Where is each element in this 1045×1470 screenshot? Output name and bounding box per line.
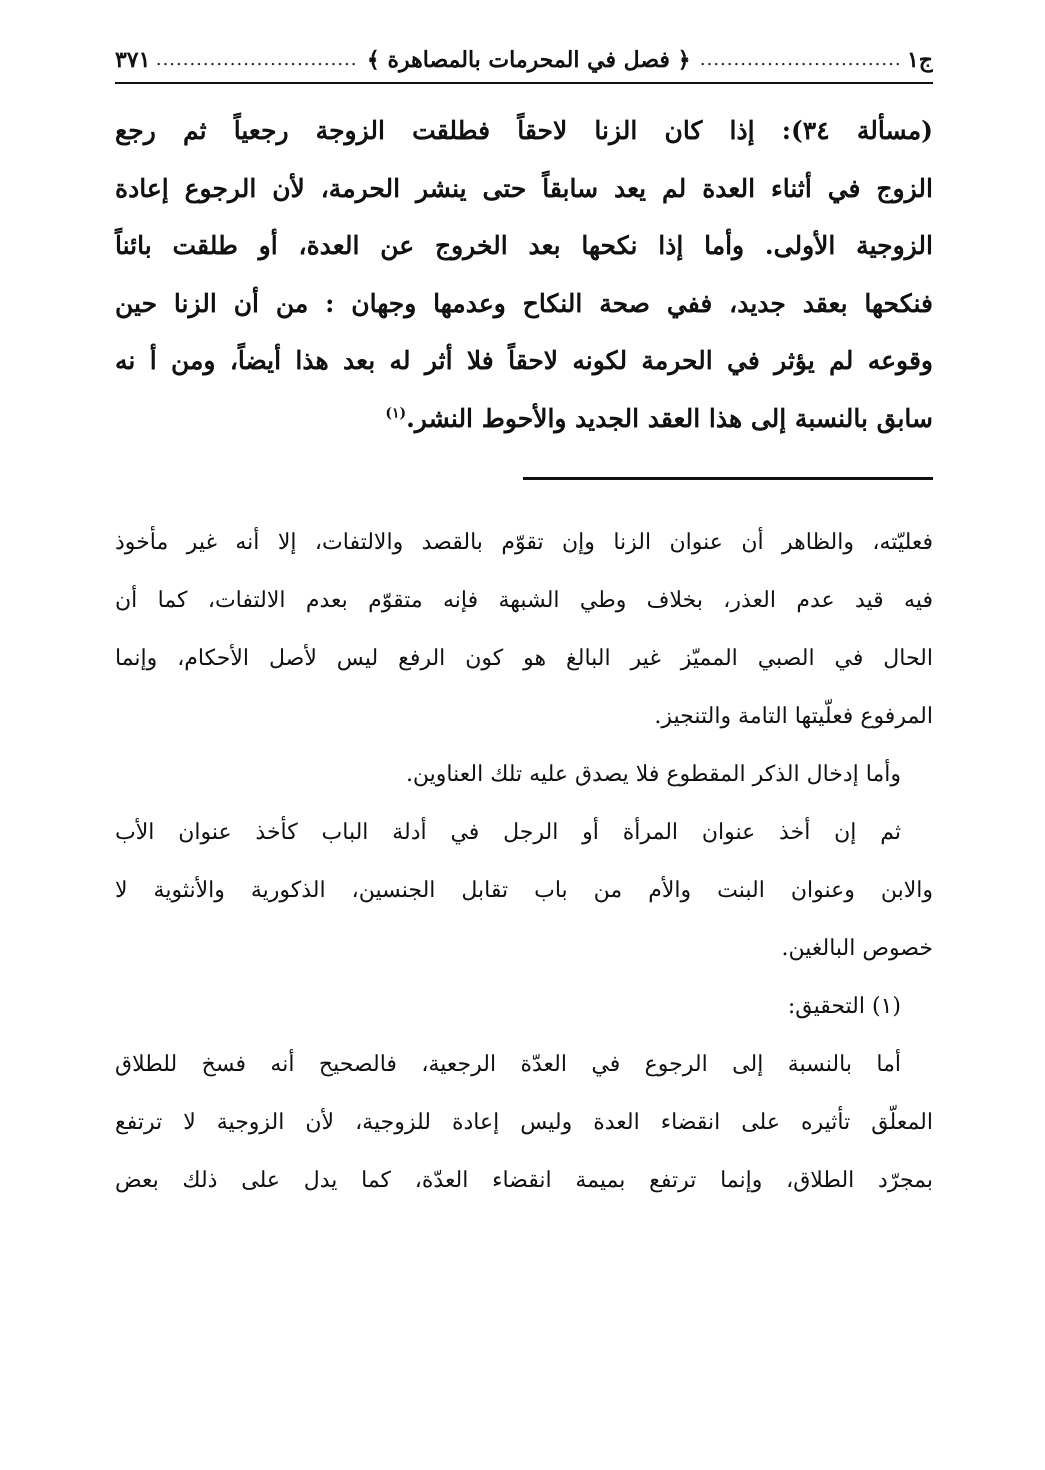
footnote-line: وأما إدخال الذكر المقطوع فلا يصدق عليه تلك العناوين. bbox=[405, 762, 901, 787]
main-text-line: وقوعه لم يؤثر في الحرمة لكونه لاحقاً فلا أثر له بعد هذا أيضاً، ومن أ نه bbox=[115, 346, 933, 375]
footnote-line: ثم إن أخذ عنوان المرأة أو الرجل في أدلة الباب كأخذ عنوان الأب bbox=[115, 820, 901, 845]
book-page bbox=[115, 40, 933, 1210]
main-text bbox=[115, 102, 933, 447]
footnote-line: المعلّق تأثيره على انقضاء العدة وليس إعادة للزوجية، لأن الزوجية لا ترتفع bbox=[115, 1110, 933, 1135]
running-header bbox=[115, 40, 933, 80]
footnote-line: فيه قيد عدم العذر، بخلاف وطي الشبهة فإنه متقوّم بعدم الالتفات، كما أن bbox=[115, 588, 933, 613]
footnote-title: (١) التحقيق: bbox=[787, 994, 901, 1019]
header-leader-dots: .............................. bbox=[699, 49, 902, 70]
main-text-line: الزوجية الأولى. وأما إذا نكحها بعد الخروج عن العدة، أو طلقت بائناً bbox=[115, 231, 933, 260]
main-text-line: سابق بالنسبة إلى هذا العقد الجديد والأحوط النشر. bbox=[406, 403, 933, 433]
footnote-line: خصوص البالغين. bbox=[781, 936, 933, 961]
page-number: ٣٧١ bbox=[115, 47, 151, 73]
main-text-line: (مسألة ٣٤): إذا كان الزنا لاحقاً فطلقت الزوجة رجعياً ثم رجع bbox=[115, 116, 933, 145]
footnote-line: فعليّته، والظاهر أن عنوان الزنا وإن تقوّم بالقصد والالتفات، إلا أنه غير مأخوذ bbox=[115, 530, 933, 555]
chapter-title: ﴿ فصل في المحرمات بالمصاهرة ﴾ bbox=[366, 47, 691, 73]
footnote-line: المرفوع فعلّيتها التامة والتنجيز. bbox=[654, 704, 933, 729]
header-leader-dots: .............................. bbox=[155, 49, 358, 70]
volume-label: ج١ bbox=[906, 47, 933, 73]
header-rule bbox=[115, 82, 933, 84]
footnote-line: أما بالنسبة إلى الرجوع في العدّة الرجعية، فالصحيح أنه فسخ للطلاق bbox=[115, 1052, 901, 1077]
footnote-line: بمجرّد الطلاق، وإنما ترتفع بميمة انقضاء العدّة، كما يدل على ذلك بعض bbox=[115, 1168, 933, 1193]
footnote-line: والابن وعنوان البنت والأم من باب تقابل الجنسين، الذكورية والأنثوية لا bbox=[115, 878, 933, 903]
main-text-last-line bbox=[115, 390, 933, 448]
footnotes bbox=[115, 514, 933, 1210]
footnote-line: الحال في الصبي المميّز غير البالغ هو كون الرفع ليس لأصل الأحكام، وإنما bbox=[115, 646, 933, 671]
footnote-separator bbox=[523, 477, 933, 480]
footnote-marker[interactable]: (١) bbox=[385, 405, 407, 422]
main-text-line: الزوج في أثناء العدة لم يعد سابقاً حتى ينشر الحرمة، لأن الرجوع إعادة bbox=[115, 173, 933, 203]
main-text-line: فنكحها بعقد جديد، ففي صحة النكاح وعدمها وجهان : من أن الزنا حين bbox=[115, 288, 933, 318]
